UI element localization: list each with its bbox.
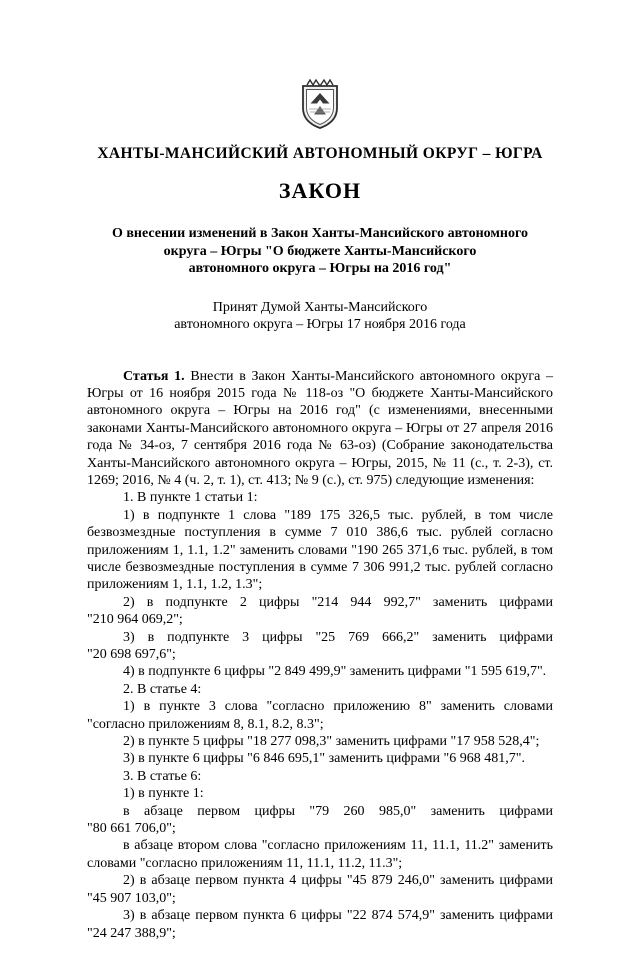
coat-of-arms-icon <box>87 78 553 132</box>
region-title: ХАНТЫ-МАНСИЙСКИЙ АВТОНОМНЫЙ ОКРУГ – ЮГРА <box>97 145 543 162</box>
paragraph: 2) в абзаце первом пункта 4 цифры "45 879 246,0" заменить цифрами "45 907 103,0"; <box>87 873 553 906</box>
article-1-label: Статья 1. <box>123 368 185 384</box>
paragraph: 1) в подпункте 1 слова "189 175 326,5 тыс. рублей, в том числе безвозмездные поступления в сумме 7 010 386,6 тыс. рублей согласно приложениям 1, 1.1, 1.2" заменить словами "190 265 371,6 тыс. рублей, в том числе безвозмездные поступления в сумме 7 306 991,2 тыс. рублей согласно приложениям 1, 1.1, 1.2, 1.3"; <box>87 507 553 593</box>
law-title-line: автономного округа – Югры на 2016 год" <box>188 261 452 276</box>
paragraph: 3) в подпункте 3 цифры "25 769 666,2" заменить цифрами "20 698 697,6"; <box>87 629 553 662</box>
paragraph: в абзаце первом цифры "79 260 985,0" заменить цифрами "80 661 706,0"; <box>87 803 553 837</box>
paragraph: 1) в пункте 3 слова "согласно приложению 8" заменить словами "согласно приложениям 8, 8.1, 8.2, 8.3"; <box>87 699 553 732</box>
paragraph: 3. В статье 6: <box>123 768 202 784</box>
paragraph: 3) в пункте 6 цифры "6 846 695,1" заменить цифрами "6 968 481,7". <box>123 751 525 767</box>
article-1-paragraph <box>87 368 553 490</box>
doc-type-heading: ЗАКОН <box>278 178 362 203</box>
article-1-text: Внести в Закон Ханты-Мансийского автономного округа – Югры от 16 ноября 2015 года № 118-оз "О бюджете Ханты-Мансийского автономного округа – Югры на 2016 год" (с изменениями, внесенными законами Ханты-Мансийского автономного округа – Югры от 27 апреля 2016 года № 34-оз, 7 сентября 2016 года № 63-оз) (Собрание законодательства Ханты-Мансийского автономного округа – Югры, 2015, № 11 (с., т. 2-3), ст. 1269; 2016, № 4 (ч. 2, т. 1), ст. 413; № 9 (с.), ст. 975) следующие изменения: <box>87 368 553 488</box>
adoption-note <box>87 299 553 334</box>
paragraph: 2) в подпункте 2 цифры "214 944 992,7" заменить цифрами "210 964 069,2"; <box>87 594 553 628</box>
paragraph: 3) в абзаце первом пункта 6 цифры "22 874 574,9" заменить цифрами "24 247 388,9"; <box>87 908 553 941</box>
law-title <box>87 225 553 278</box>
adoption-note-line: автономного округа – Югры 17 ноября 2016 года <box>174 317 466 332</box>
paragraph: 1) в пункте 1: <box>123 786 204 802</box>
paragraph: 1. В пункте 1 статьи 1: <box>123 490 258 506</box>
paragraph: в абзаце втором слова "согласно приложениям 11, 11.1, 11.2" заменить словами "согласно приложениям 11, 11.1, 11.2, 11.3"; <box>87 838 553 871</box>
paragraph: 2) в пункте 5 цифры "18 277 098,3" заменить цифрами "17 958 528,4"; <box>123 734 540 750</box>
adoption-note-line: Принят Думой Ханты-Мансийского <box>212 299 428 315</box>
paragraph: 2. В статье 4: <box>123 681 202 697</box>
paragraph: 4) в подпункте 6 цифры "2 849 499,9" заменить цифрами "1 595 619,7". <box>123 664 547 680</box>
law-title-line: О внесении изменений в Закон Ханты-Мансийского автономного <box>111 226 528 241</box>
document-body <box>87 368 553 942</box>
law-title-line: округа – Югры "О бюджете Ханты-Мансийского <box>163 243 477 259</box>
